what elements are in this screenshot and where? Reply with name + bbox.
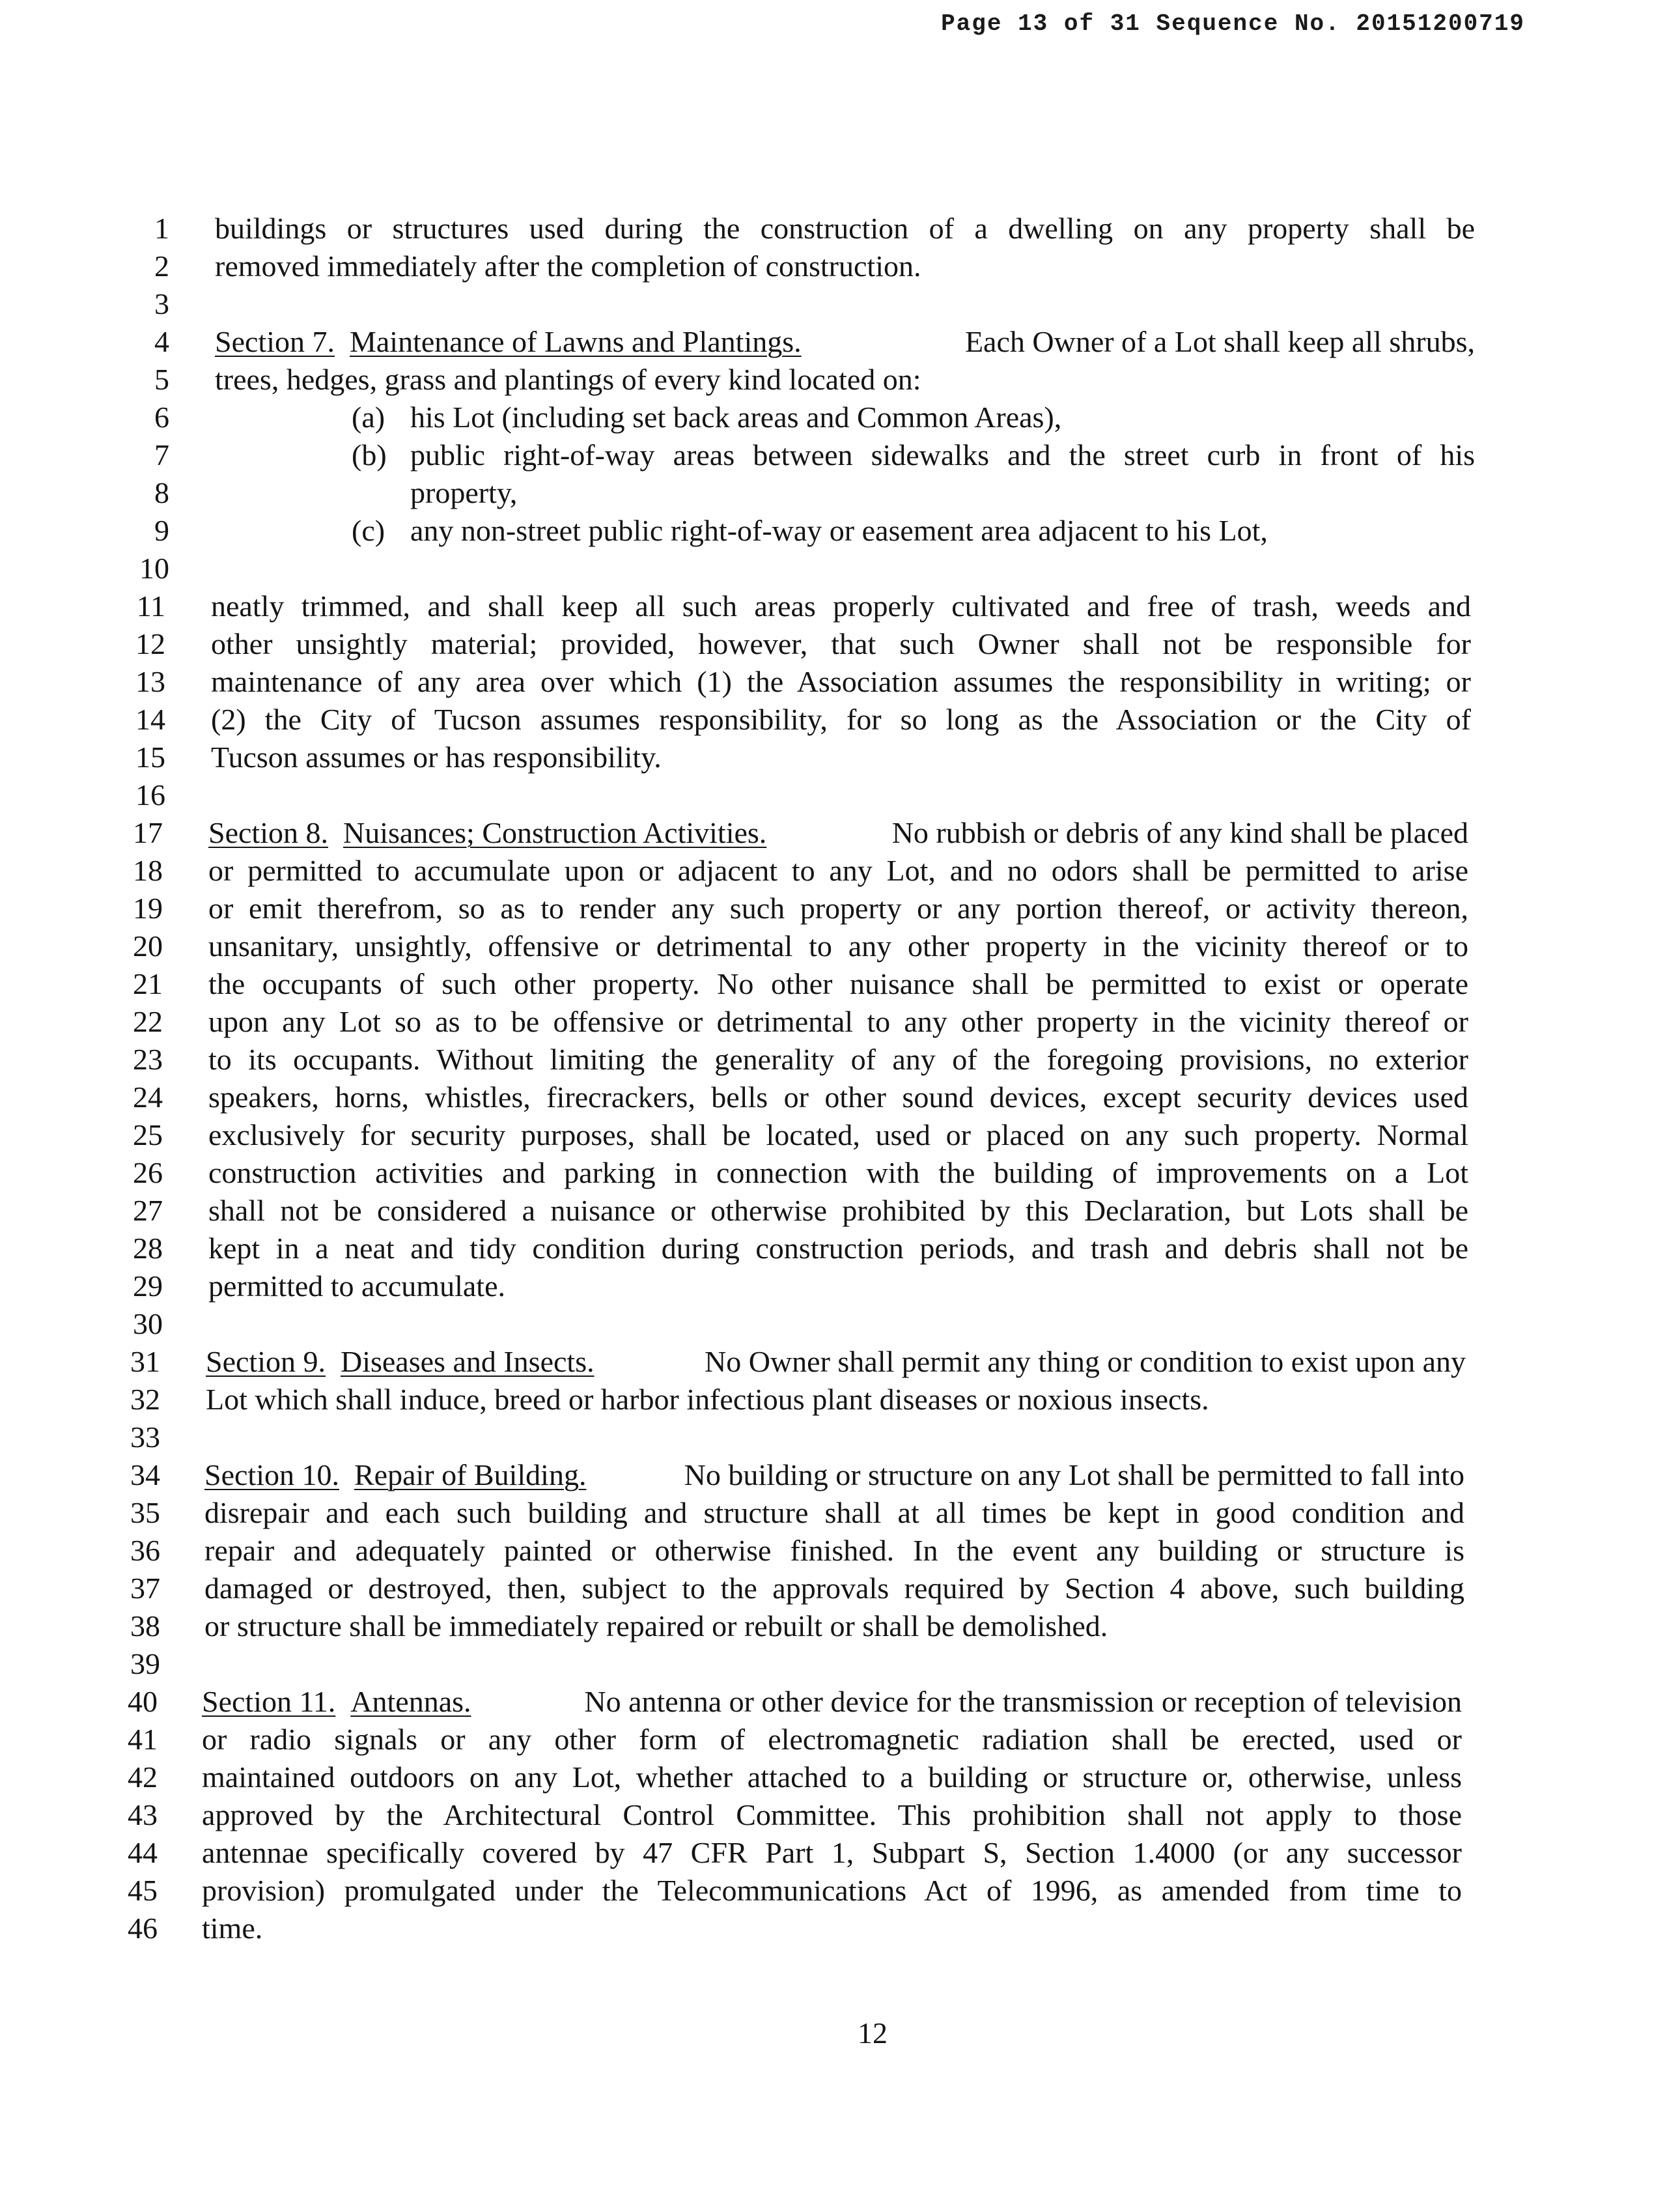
text-line-36: repair and adequately painted or otherwise finished. In the event any building or structure is [204, 1534, 1464, 1567]
line-number: 11 [136, 589, 165, 623]
text-line-5: trees, hedges, grass and plantings of every kind located on: [215, 363, 921, 396]
section-11-line-40 [202, 1683, 1462, 1721]
text-line-46: time. [202, 1912, 263, 1945]
list-item-c: any non-street public right-of-way or easement area adjacent to his Lot, [410, 514, 1268, 547]
line-number: 10 [139, 552, 169, 585]
line-number: 35 [130, 1496, 160, 1529]
line-number: 26 [133, 1156, 163, 1189]
section-11-intro: No antenna or other device for the transmission or reception of television [584, 1685, 1462, 1718]
text-line-12: other unsightly material; provided, however, that such Owner shall not be responsible for [211, 627, 1471, 660]
line-number: 27 [133, 1194, 163, 1227]
section-7-title: Maintenance of Lawns and Plantings. [349, 325, 802, 358]
text-line-25: exclusively for security purposes, shall be located, used or placed on any such property. Normal [208, 1118, 1468, 1151]
line-number: 41 [128, 1723, 158, 1756]
text-line-23: to its occupants. Without limiting the generality of any of the foregoing provisions, no exterior [208, 1043, 1468, 1076]
section-8-intro: No rubbish or debris of any kind shall be placed [891, 816, 1468, 849]
text-line-43: approved by the Architectural Control Committee. This prohibition shall not apply to those [202, 1798, 1462, 1831]
line-number: 12 [135, 627, 165, 660]
line-number: 43 [128, 1798, 158, 1831]
line-number: 37 [130, 1572, 160, 1605]
line-number: 5 [154, 363, 169, 396]
text-line-26: construction activities and parking in connection with the building of improvements on a Lot [208, 1156, 1468, 1189]
line-number: 16 [135, 778, 165, 812]
text-line-37: damaged or destroyed, then, subject to the approvals required by Section 4 above, such building [204, 1572, 1464, 1605]
section-9-intro: No Owner shall permit any thing or condition to exist upon any [705, 1345, 1466, 1378]
line-number: 9 [154, 514, 169, 547]
section-8-number: Section 8. [208, 816, 328, 849]
text-line-29: permitted to accumulate. [208, 1269, 505, 1303]
line-number: 28 [133, 1232, 163, 1265]
text-line-45: provision) promulgated under the Telecommunications Act of 1996, as amended from time to [202, 1874, 1462, 1907]
text-line-38: or structure shall be immediately repaired or rebuilt or shall be demolished. [204, 1609, 1108, 1643]
line-number: 45 [128, 1874, 158, 1907]
section-10-title: Repair of Building. [354, 1458, 587, 1491]
line-number: 7 [154, 438, 169, 472]
text-line-44: antennae specifically covered by 47 CFR Part 1, Subpart S, Section 1.4000 (or any successor [202, 1836, 1462, 1869]
text-line-20: unsanitary, unsightly, offensive or detrimental to any other property in the vicinity thereof or to [208, 929, 1468, 963]
line-number: 14 [135, 703, 165, 736]
line-number: 24 [133, 1080, 163, 1114]
text-line-15: Tucson assumes or has responsibility. [211, 741, 662, 774]
line-number: 46 [128, 1912, 158, 1945]
page-number: 12 [858, 2016, 888, 2050]
line-number: 32 [130, 1383, 160, 1416]
line-number: 1 [154, 212, 169, 245]
text-line-1: buildings or structures used during the construction of a dwelling on any property shall be [215, 212, 1475, 245]
list-item-b: public right-of-way areas between sidewalks and the street curb in front of his [410, 438, 1475, 472]
line-number: 3 [154, 287, 169, 320]
text-line-42: maintained outdoors on any Lot, whether attached to a building or structure or, otherwise, unless [202, 1760, 1462, 1794]
line-number: 34 [130, 1458, 160, 1491]
text-line-19: or emit therefrom, so as to render any such property or any portion thereof, or activity thereon, [208, 892, 1468, 925]
section-11-title: Antennas. [350, 1685, 471, 1718]
text-line-32: Lot which shall induce, breed or harbor infectious plant diseases or noxious insects. [206, 1383, 1209, 1416]
list-marker-a: (a) [352, 401, 385, 434]
line-number: 25 [133, 1118, 163, 1151]
line-number: 4 [154, 325, 169, 358]
line-number: 23 [133, 1043, 163, 1076]
line-number: 42 [128, 1760, 158, 1794]
section-10-line-34 [204, 1456, 1464, 1494]
line-number: 13 [135, 665, 165, 698]
section-7-line-4 [215, 323, 1475, 361]
page-header: Page 13 of 31 Sequence No. 20151200719 [941, 10, 1525, 37]
line-number: 15 [135, 741, 165, 774]
section-7-number: Section 7. [215, 325, 335, 358]
text-line-11: neatly trimmed, and shall keep all such areas properly cultivated and free of trash, weeds and [211, 589, 1471, 623]
line-number: 31 [130, 1345, 160, 1378]
text-line-27: shall not be considered a nuisance or otherwise prohibited by this Declaration, but Lots shall be [208, 1194, 1468, 1227]
line-number: 33 [130, 1420, 160, 1454]
text-line-14: (2) the City of Tucson assumes responsibility, for so long as the Association or the City of [211, 703, 1471, 736]
line-number: 22 [133, 1005, 163, 1038]
section-9-line-31 [206, 1343, 1466, 1381]
line-number: 20 [133, 929, 163, 963]
text-line-22: upon any Lot so as to be offensive or detrimental to any other property in the vicinity thereof or [208, 1005, 1468, 1038]
list-marker-c: (c) [352, 514, 385, 547]
text-line-35: disrepair and each such building and structure shall at all times be kept in good condition and [204, 1496, 1464, 1529]
text-line-13: maintenance of any area over which (1) the Association assumes the responsibility in writing; or [211, 665, 1471, 698]
text-line-24: speakers, horns, whistles, firecrackers, bells or other sound devices, except security devices used [208, 1080, 1468, 1114]
line-number: 40 [128, 1685, 158, 1718]
line-number: 19 [133, 892, 163, 925]
line-number: 38 [130, 1609, 160, 1643]
line-number: 36 [130, 1534, 160, 1567]
section-8-line-17 [208, 814, 1468, 852]
section-11-number: Section 11. [202, 1685, 336, 1718]
section-10-number: Section 10. [204, 1458, 339, 1491]
text-line-18: or permitted to accumulate upon or adjacent to any Lot, and no odors shall be permitted to arise [208, 854, 1468, 887]
line-number: 44 [128, 1836, 158, 1869]
text-line-41: or radio signals or any other form of electromagnetic radiation shall be erected, used or [202, 1723, 1462, 1756]
list-item-a: his Lot (including set back areas and Common Areas), [410, 401, 1062, 434]
line-number: 29 [133, 1269, 163, 1303]
line-number: 18 [133, 854, 163, 887]
line-number: 6 [154, 401, 169, 434]
line-number: 8 [154, 476, 169, 509]
section-7-intro: Each Owner of a Lot shall keep all shrubs, [964, 325, 1475, 358]
line-number: 39 [130, 1647, 160, 1680]
list-marker-b: (b) [352, 438, 387, 472]
list-item-b-cont: property, [410, 476, 518, 509]
text-line-21: the occupants of such other property. No other nuisance shall be permitted to exist or operate [208, 967, 1468, 1000]
text-line-28: kept in a neat and tidy condition during construction periods, and trash and debris shall not be [208, 1232, 1468, 1265]
section-10-intro: No building or structure on any Lot shall be permitted to fall into [684, 1458, 1464, 1491]
section-8-title: Nuisances; Construction Activities. [343, 816, 767, 849]
line-number: 30 [133, 1307, 163, 1340]
section-9-number: Section 9. [206, 1345, 326, 1378]
text-line-2: removed immediately after the completion of construction. [215, 249, 921, 283]
section-9-title: Diseases and Insects. [340, 1345, 595, 1378]
line-number: 21 [133, 967, 163, 1000]
line-number: 17 [133, 816, 163, 849]
line-number: 2 [154, 249, 169, 283]
